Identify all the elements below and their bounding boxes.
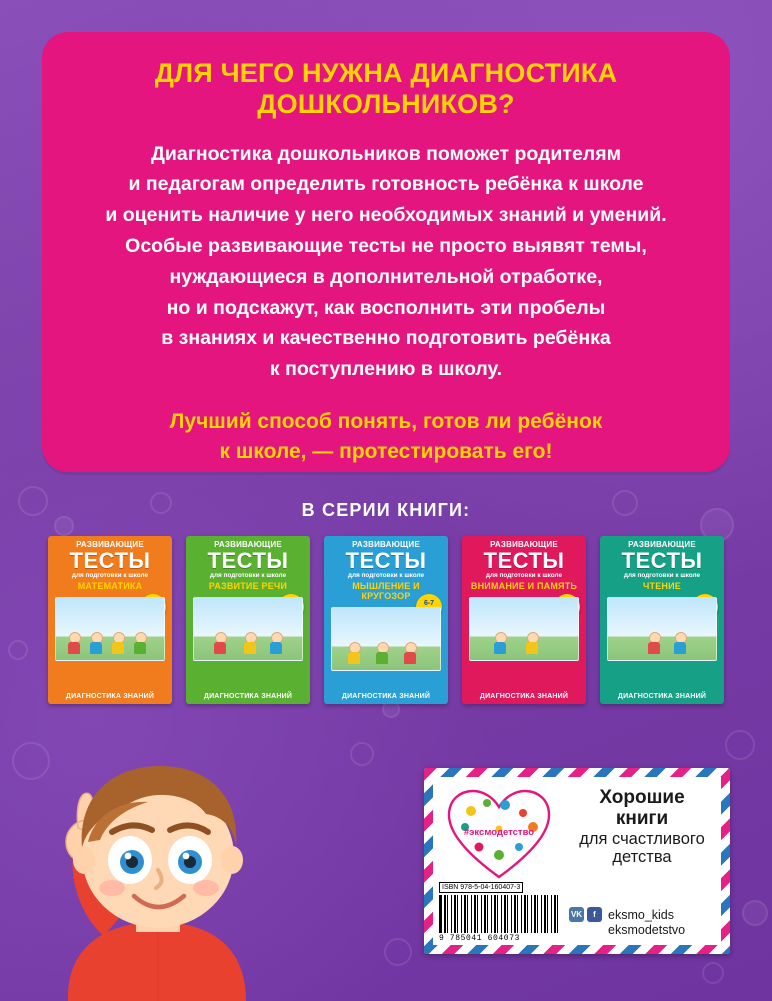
- decorative-bubble: [725, 730, 755, 760]
- cover-kid-figure: [214, 632, 226, 654]
- cover-footer: ДИАГНОСТИКА ЗНАНИЙ: [341, 693, 431, 700]
- cover-kid-figure: [494, 632, 506, 654]
- heart-stamp: [443, 785, 555, 881]
- slogan-line-4: детства: [612, 848, 672, 866]
- cover-kid-figure: [648, 632, 660, 654]
- cover-footer: ДИАГНОСТИКА ЗНАНИЙ: [65, 693, 155, 700]
- cover-title: ТЕСТЫ: [621, 547, 703, 573]
- facebook-icon[interactable]: f: [587, 907, 602, 922]
- cover-illustration: [331, 607, 441, 671]
- barcode-image: [439, 895, 559, 933]
- cover-title: ТЕСТЫ: [207, 547, 289, 573]
- cover-subtitle: для подготовки к школе: [209, 572, 287, 580]
- cover-topic: ВНИМАНИЕ И ПАМЯТЬ: [470, 581, 578, 592]
- cover-title: ТЕСТЫ: [345, 547, 427, 573]
- cover-illustration: [469, 597, 579, 661]
- cover-title: ТЕСТЫ: [483, 547, 565, 573]
- series-cover-item[interactable]: [186, 536, 310, 704]
- cover-header: [600, 536, 724, 594]
- cover-topic: ЧТЕНИЕ: [643, 581, 681, 592]
- vk-icon[interactable]: VK: [569, 907, 584, 922]
- series-cover-item[interactable]: [324, 536, 448, 704]
- cover-brand: РАЗВИВАЮЩИЕ: [628, 540, 696, 549]
- social-links: [569, 904, 715, 939]
- cover-kid-figure: [112, 632, 124, 654]
- decorative-bubble: [702, 962, 724, 984]
- cover-kid-figure: [270, 632, 282, 654]
- cover-kid-figure: [526, 632, 538, 654]
- publisher-card-inner: [433, 777, 721, 945]
- cover-kid-figure: [348, 642, 360, 664]
- cover-footer: ДИАГНОСТИКА ЗНАНИЙ: [479, 693, 569, 700]
- cover-kid-figure: [674, 632, 686, 654]
- social-handle-vk: eksmo_kids: [608, 907, 674, 922]
- series-cover-item[interactable]: [462, 536, 586, 704]
- cover-brand: РАЗВИВАЮЩИЕ: [490, 540, 558, 549]
- decorative-bubble: [350, 742, 374, 766]
- cover-subtitle: для подготовки к школе: [71, 572, 149, 580]
- social-row-vk[interactable]: [569, 907, 715, 922]
- decorative-bubble: [8, 640, 28, 660]
- social-handle-fb: eksmodetstvo: [608, 923, 686, 937]
- series-cover-item[interactable]: [48, 536, 172, 704]
- cover-header: [186, 536, 310, 594]
- cover-kid-figure: [244, 632, 256, 654]
- decorative-bubble: [742, 900, 768, 926]
- panel-body-text: Диагностика дошкольников поможет родителям и педагогам определить готовность ребёнка к школе и оценить наличие у него необходимых знаний и умений. Особые развивающие тесты не просто выявят темы, нуждающиеся в дополнительной отработке, но и подскажут, как восполнить эти пробелы в знаниях и качественно подготовить ребёнка к поступлению в школу.: [105, 142, 667, 381]
- cover-subtitle: для подготовки к школе: [347, 572, 425, 580]
- cover-subtitle: для подготовки к школе: [485, 572, 563, 580]
- publisher-slogan: [569, 787, 715, 866]
- cover-kid-figure: [90, 632, 102, 654]
- cover-brand: РАЗВИВАЮЩИЕ: [214, 540, 282, 549]
- cover-footer: ДИАГНОСТИКА ЗНАНИЙ: [203, 693, 293, 700]
- boy-illustration: [8, 736, 338, 1001]
- publisher-left-column: [433, 777, 565, 945]
- cover-kid-figure: [404, 642, 416, 664]
- slogan-line-1: Хорошие: [599, 787, 685, 808]
- publisher-card: [424, 768, 730, 954]
- series-cover-item[interactable]: [600, 536, 724, 704]
- slogan-line-2: книги: [615, 808, 669, 830]
- panel-title: ДЛЯ ЧЕГО НУЖНА ДИАГНОСТИКА ДОШКОЛЬНИКОВ?: [154, 58, 618, 120]
- series-cover-list: [48, 536, 724, 704]
- info-panel: [42, 32, 730, 472]
- series-heading: В СЕРИИ КНИГИ:: [301, 500, 471, 520]
- cover-illustration: [607, 597, 717, 661]
- hashtag-label: #эксмодетство: [463, 827, 535, 838]
- cover-kid-figure: [134, 632, 146, 654]
- cover-topic: МАТЕМАТИКА: [77, 581, 143, 592]
- cover-header: [48, 536, 172, 594]
- barcode-block: [439, 876, 559, 943]
- slogan-line-3: для счастливого: [579, 829, 705, 848]
- cover-kid-figure: [376, 642, 388, 664]
- cover-brand: РАЗВИВАЮЩИЕ: [352, 540, 420, 549]
- cover-illustration: [55, 597, 165, 661]
- cover-title: ТЕСТЫ: [69, 547, 151, 573]
- panel-highlight-text: Лучший способ понять, готов ли ребёнок к школе, — протестировать его!: [169, 410, 603, 464]
- cover-footer: ДИАГНОСТИКА ЗНАНИЙ: [617, 693, 707, 700]
- cover-age-badge: 6-7: [416, 594, 442, 620]
- cover-header: [462, 536, 586, 594]
- cover-subtitle: для подготовки к школе: [623, 572, 701, 580]
- cover-brand: РАЗВИВАЮЩИЕ: [76, 540, 144, 549]
- cover-topic: МЫШЛЕНИЕ И КРУГОЗОР: [352, 581, 420, 601]
- publisher-right-column: [565, 777, 721, 945]
- isbn-text: ISBN 978-5-04-160407-3: [439, 882, 523, 893]
- cover-kid-figure: [68, 632, 80, 654]
- cover-topic: РАЗВИТИЕ РЕЧИ: [208, 581, 288, 592]
- cover-illustration: [193, 597, 303, 661]
- barcode-digits: 9 785041 604073: [439, 934, 521, 943]
- decorative-bubble: [384, 938, 412, 966]
